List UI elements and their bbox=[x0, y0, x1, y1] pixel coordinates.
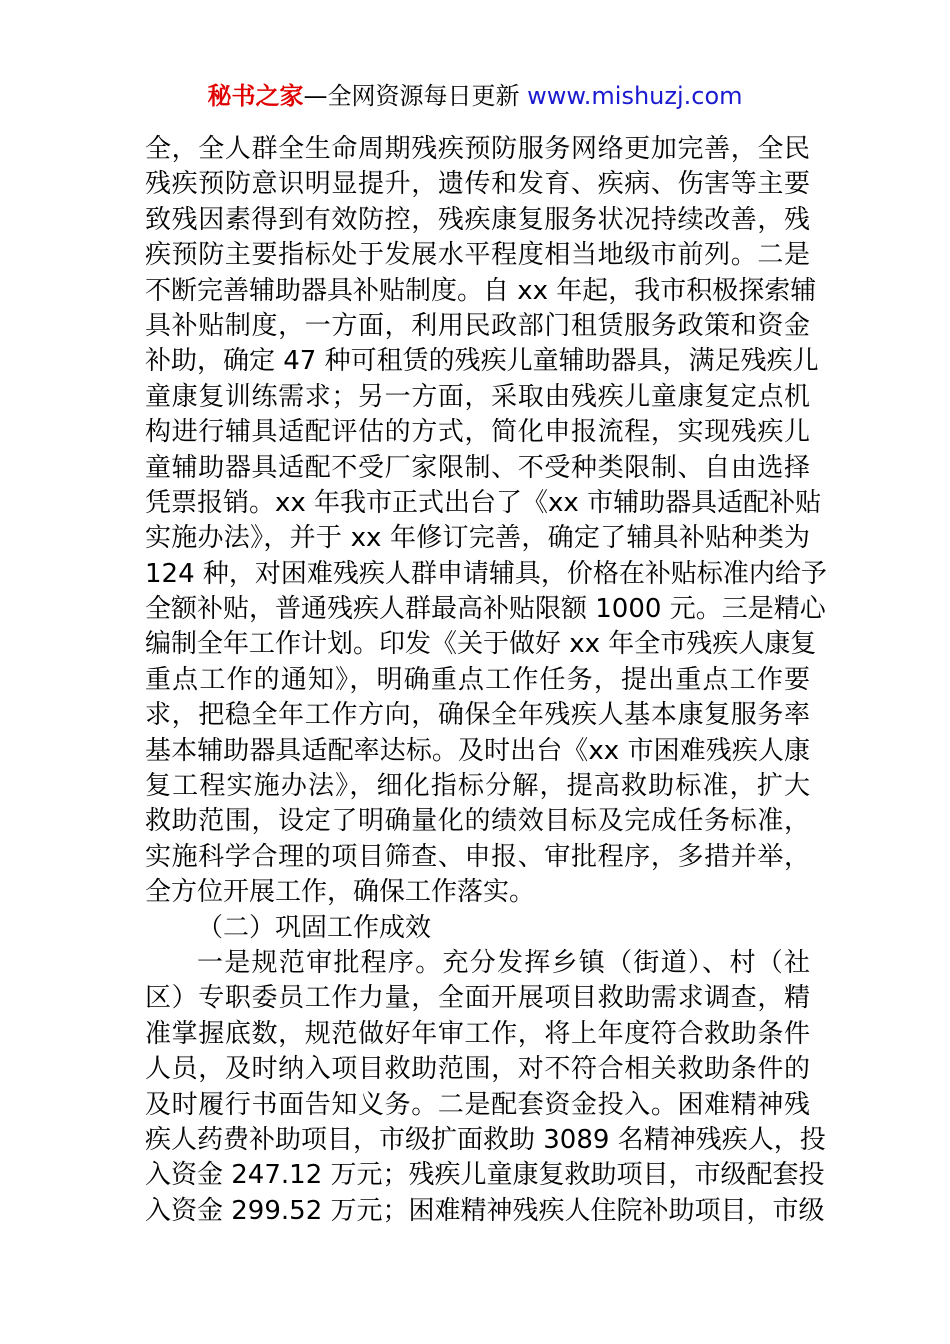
text-line: 童康复训练需求；另一方面，采取由残疾儿童康复定点机 bbox=[145, 381, 810, 412]
text-line: 124 种，对困难残疾人群申请辅具，价格在补贴标准内给予 bbox=[145, 558, 827, 589]
text-line: 构进行辅具适配评估的方式，简化申报流程，实现残疾儿 bbox=[145, 417, 810, 448]
text-line: 求，把稳全年工作方向，确保全年残疾人基本康复服务率 bbox=[145, 700, 810, 731]
text-line: 准掌握底数，规范做好年审工作，将上年度符合救助条件 bbox=[145, 1018, 810, 1049]
text-line: 区）专职委员工作力量，全面开展项目救助需求调查，精 bbox=[145, 983, 810, 1014]
text-line: 实施办法》，并于 xx 年修订完善，确定了辅具补贴种类为 bbox=[145, 523, 810, 554]
text-line: 补助，确定 47 种可租赁的残疾儿童辅助器具，满足残疾儿 bbox=[145, 346, 819, 377]
text-line: 入资金 247.12 万元；残疾儿童康复救助项目，市级配套投 bbox=[145, 1160, 825, 1191]
text-line: 致残因素得到有效防控，残疾康复服务状况持续改善，残 bbox=[145, 204, 810, 235]
brand-name: 秘书之家 bbox=[207, 82, 304, 110]
site-url[interactable]: www.mishuzj.com bbox=[527, 82, 743, 110]
text-line: 童辅助器具适配不受厂家限制、不受种类限制、自由选择 bbox=[145, 452, 810, 483]
text-line: 全，全人群全生命周期残疾预防服务网络更加完善，全民 bbox=[145, 134, 810, 164]
text-line: 全额补贴，普通残疾人群最高补贴限额 1000 元。三是精心 bbox=[145, 594, 826, 625]
text-line: 全方位开展工作，确保工作落实。 bbox=[145, 877, 536, 908]
paragraph-2 bbox=[145, 946, 826, 1229]
paragraph-1 bbox=[145, 132, 827, 911]
text-line: 编制全年工作计划。印发《关于做好 xx 年全市残疾人康复 bbox=[145, 629, 817, 660]
text-line: 具补贴制度，一方面，利用民政部门租赁服务政策和资金 bbox=[145, 310, 810, 341]
text-line: 人员，及时纳入项目救助范围，对不符合相关救助条件的 bbox=[145, 1054, 810, 1085]
text-line: 救助范围，设定了明确量化的绩效目标及完成任务标准， bbox=[145, 806, 810, 837]
document-body bbox=[145, 132, 827, 1229]
text-line: 残疾预防意识明显提升，遗传和发育、疾病、伤害等主要 bbox=[145, 169, 810, 200]
section-heading: （二）巩固工作成效 bbox=[197, 912, 432, 943]
text-line: 重点工作的通知》，明确重点工作任务，提出重点工作要 bbox=[145, 664, 810, 695]
text-line: 疾人药费补助项目，市级扩面救助 3089 名精神残疾人，投 bbox=[145, 1124, 826, 1155]
text-line: 入资金 299.52 万元；困难精神残疾人住院补助项目，市级 bbox=[145, 1195, 825, 1226]
text-line: 疾预防主要指标处于发展水平程度相当地级市前列。二是 bbox=[145, 240, 810, 271]
site-header bbox=[0, 80, 950, 112]
text-line: 基本辅助器具适配率达标。及时出台《xx 市困难残疾人康 bbox=[145, 735, 810, 766]
header-tagline: —全网资源每日更新 bbox=[303, 82, 520, 110]
text-line: 不断完善辅助器具补贴制度。自 xx 年起，我市积极探索辅 bbox=[145, 275, 817, 306]
text-line: 凭票报销。xx 年我市正式出台了《xx 市辅助器具适配补贴 bbox=[145, 487, 822, 518]
text-line: 实施科学合理的项目筛查、申报、审批程序，多措并举， bbox=[145, 841, 810, 872]
text-line: 及时履行书面告知义务。二是配套资金投入。困难精神残 bbox=[145, 1089, 810, 1120]
text-line: 复工程实施办法》，细化指标分解，提高救助标准，扩大 bbox=[145, 771, 810, 802]
text-line: 一是规范审批程序。充分发挥乡镇（街道）、村（社 bbox=[197, 947, 810, 978]
